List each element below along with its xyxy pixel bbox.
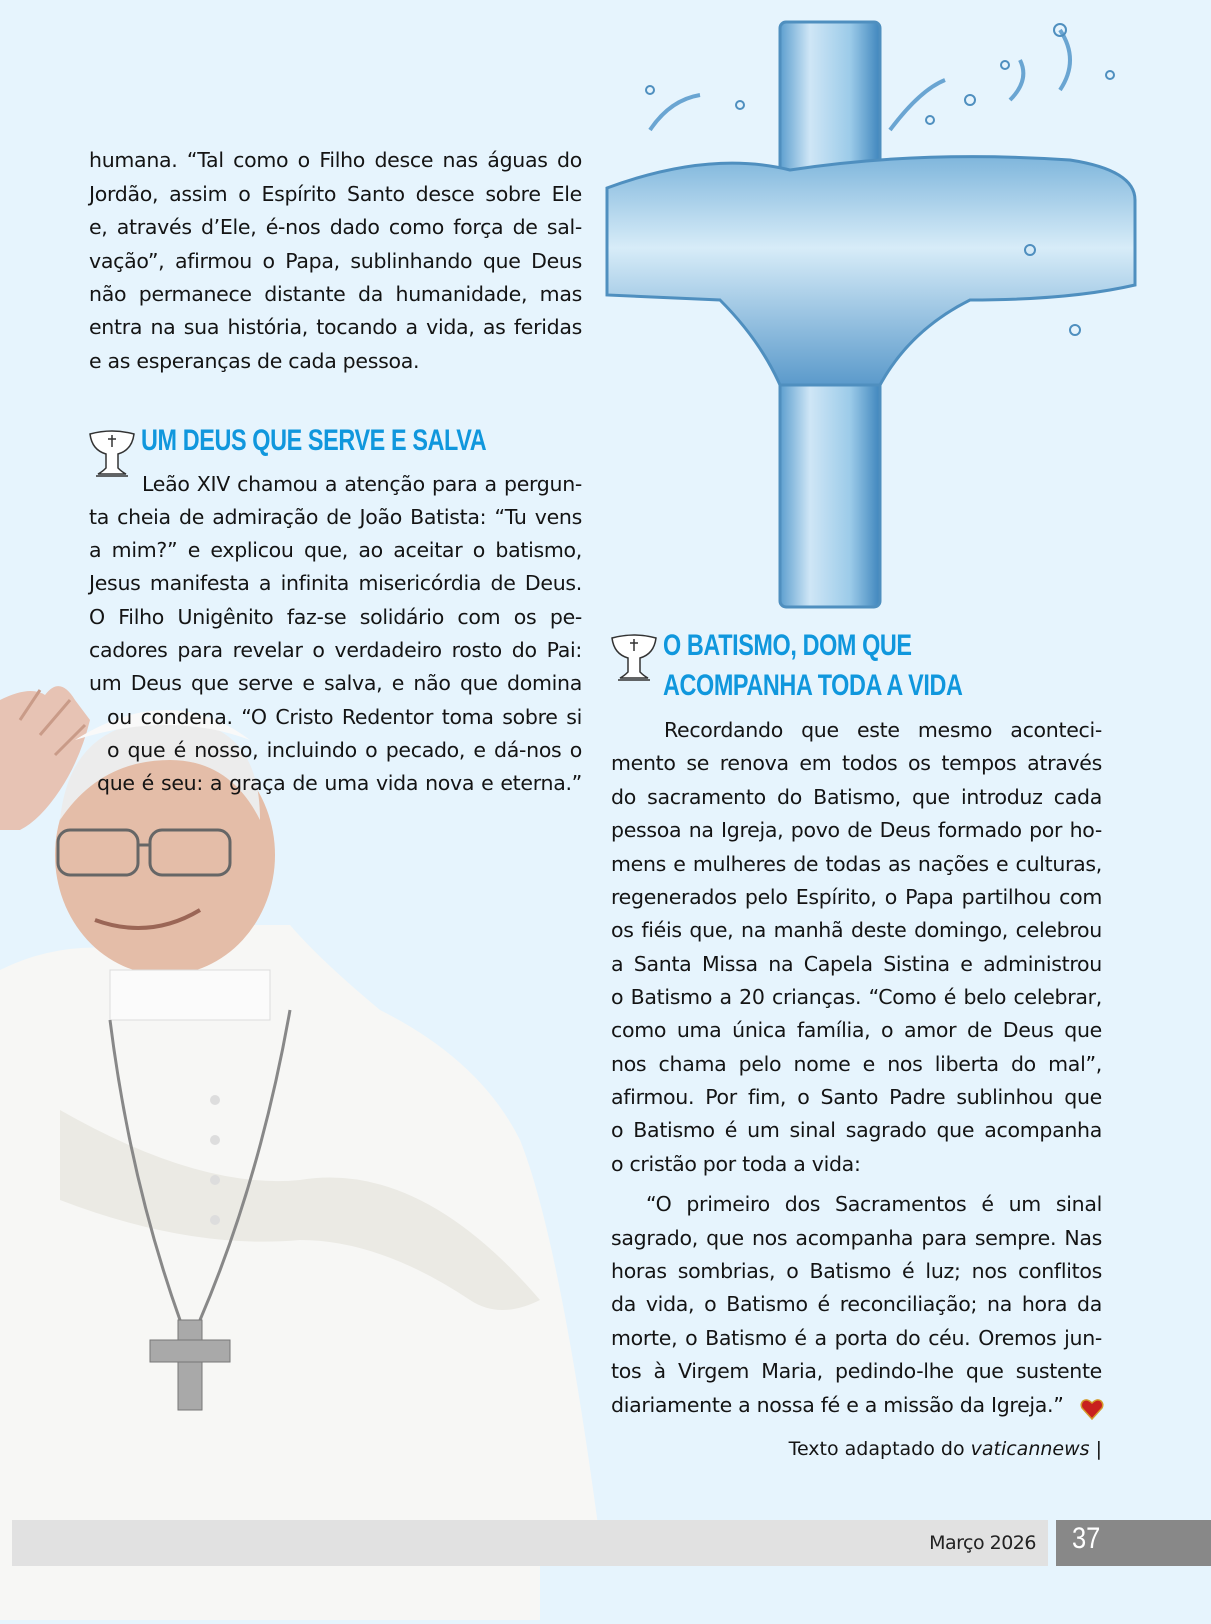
credit-source: vaticannews [970, 1438, 1090, 1460]
section-heading: UM DEUS QUE SERVE E SALVA [141, 424, 487, 457]
credit-prefix: Texto adaptado do [788, 1438, 971, 1460]
body-line: ou condena. “O Cristo Redentor toma sobre si [107, 705, 582, 729]
body-line: O Filho Unigênito faz-se solidário com os pe- [89, 605, 582, 629]
body-line: ta cheia de admiração de João Batista: “Tu vens [89, 505, 582, 529]
body-line: do sacramento do Batismo, que introduz cada [611, 785, 1102, 809]
body-line: o Batismo é um sinal sagrado que acompanha [611, 1118, 1102, 1142]
quote-line: tos à Virgem Maria, pedindo-lhe que sustente [611, 1359, 1102, 1383]
page-number: 37 [1072, 1522, 1101, 1555]
section-heading-line: O BATISMO, DOM QUE [663, 629, 912, 662]
body-line: não permanece distante da humanidade, mas [89, 282, 582, 306]
section-heading-line: ACOMPANHA TODA A VIDA [663, 669, 963, 702]
quote-line: da vida, o Batismo é reconciliação; na hora da [611, 1292, 1102, 1316]
quote-line: morte, o Batismo é a porta do céu. Oremos jun- [611, 1326, 1102, 1350]
body-line: nos chama pelo nome e nos liberta do mal”, [611, 1052, 1102, 1076]
body-line: um Deus que serve e salva, e não que domina [89, 671, 582, 695]
body-line: entra na sua história, tocando a vida, as feridas [89, 315, 582, 339]
footer-bar [12, 1520, 1048, 1566]
body-line: regenerados pelo Espírito, o Papa partilhou com [611, 885, 1102, 909]
body-line: afirmou. Por fim, o Santo Padre sublinhou que [611, 1085, 1102, 1109]
body-line: Leão XIV chamou a atenção para a pergun- [142, 472, 582, 496]
body-line: Jesus manifesta a infinita misericórdia de Deus. [89, 571, 582, 595]
body-line: vação”, afirmou o Papa, sublinhando que Deus [89, 249, 582, 273]
body-line: o Batismo a 20 crianças. “Como é belo celebrar, [611, 985, 1102, 1009]
quote-line: horas sombrias, o Batismo é luz; nos conflitos [611, 1259, 1102, 1283]
body-line: cadores para revelar o verdadeiro rosto do Pai: [89, 638, 582, 662]
body-line: o cristão por toda a vida: [611, 1152, 861, 1176]
body-line: pessoa na Igreja, povo de Deus formado por ho- [611, 818, 1102, 842]
quote-line: “O primeiro dos Sacramentos é um sinal [646, 1192, 1102, 1216]
credit-suffix: | [1089, 1438, 1102, 1460]
page-number-box [1056, 1520, 1211, 1566]
body-line: a mim?” e explicou que, ao aceitar o batismo, [89, 538, 582, 562]
body-line: humana. “Tal como o Filho desce nas águas do [89, 148, 582, 172]
source-credit [789, 1438, 1102, 1460]
baptismal-font-icon [610, 632, 658, 682]
pope-leo-xiv-waving-photo [0, 680, 600, 1620]
body-line: a Santa Missa na Capela Sistina e administrou [611, 952, 1102, 976]
body-line: e, através d’Ele, é-nos dado como força de sal- [89, 215, 582, 239]
body-line: o que é nosso, incluindo o pecado, e dá-nos o [107, 738, 582, 762]
body-line: mento se renova em todos os tempos através [611, 751, 1102, 775]
body-line: Recordando que este mesmo aconteci- [664, 718, 1102, 742]
body-line: que é seu: a graça de uma vida nova e eterna.” [97, 771, 582, 795]
body-line: Jordão, assim o Espírito Santo desce sobre Ele [89, 182, 582, 206]
heart-icon [1080, 1398, 1104, 1420]
body-line: mens e mulheres de todas as nações e culturas, [611, 852, 1102, 876]
issue-date: Março 2026 [929, 1532, 1036, 1554]
body-line: como uma única família, o amor de Deus que [611, 1018, 1102, 1042]
body-line: e as esperanças de cada pessoa. [89, 349, 420, 373]
quote-line: diariamente a nossa fé e a missão da Igreja.” [611, 1393, 1064, 1417]
quote-line: sagrado, que nos acompanha para sempre. Nas [611, 1226, 1102, 1250]
body-line: os fiéis que, na manhã deste domingo, celebrou [611, 918, 1102, 942]
baptismal-font-icon [88, 428, 136, 478]
water-cross-illustration [590, 0, 1150, 620]
